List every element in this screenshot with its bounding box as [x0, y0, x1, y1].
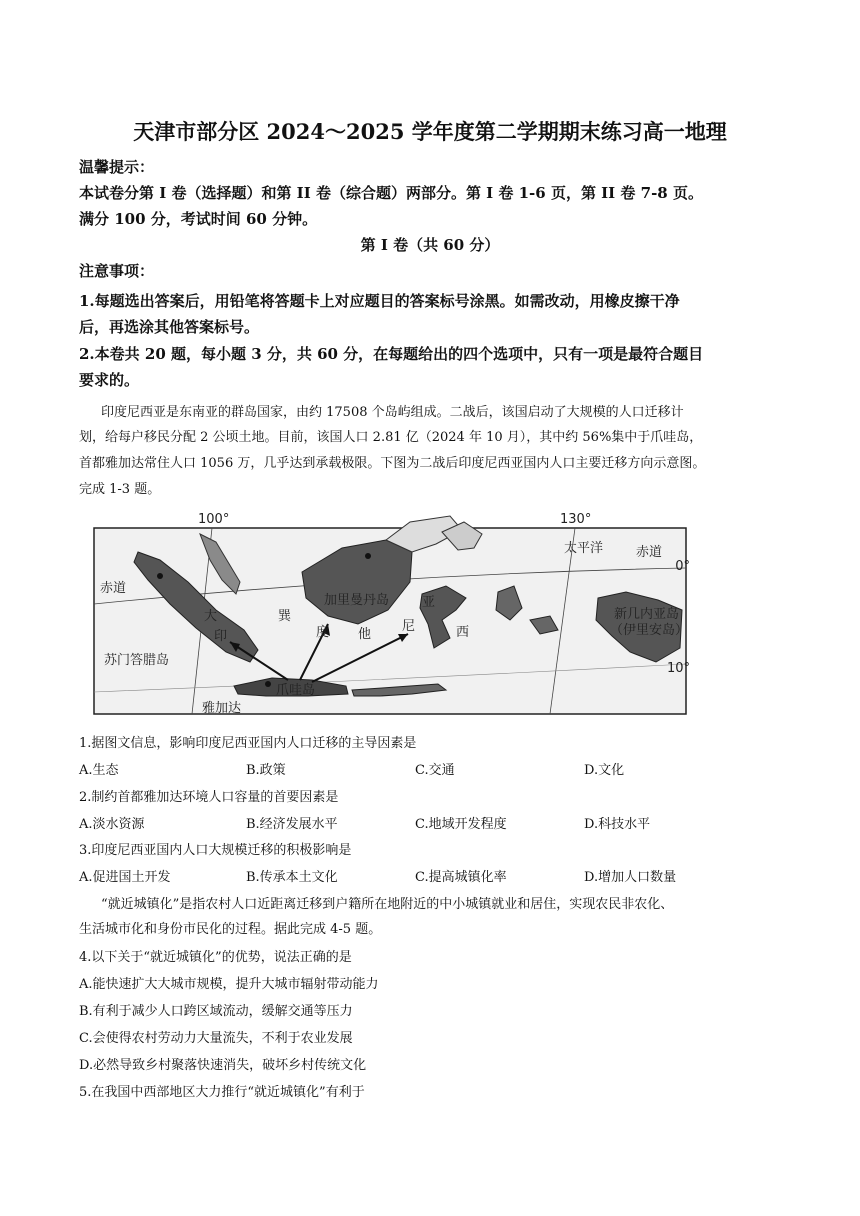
q2-options — [0, 813, 860, 833]
q4-option-d: D.必然导致乡村聚落快速消失，破坏乡村传统文化 — [79, 1058, 367, 1073]
country-char-6: 亚 — [422, 595, 436, 610]
country-char-1: 大 — [204, 609, 218, 624]
q3-option-b: B.传承本土文化 — [246, 870, 338, 885]
tip-line-1: 本试卷分第 I 卷（选择题）和第 II 卷（综合题）两部分。第 I 卷 1-6 页，第 II 卷 7-8 页。 — [79, 184, 703, 202]
papua-sub-label: （伊里安岛） — [610, 623, 689, 638]
equator-right-label: 赤道 — [636, 545, 663, 560]
q4-stem: 4.以下关于“就近城镇化”的优势，说法正确的是 — [79, 950, 352, 965]
q1-stem: 1.据图文信息，影响印度尼西亚国内人口迁移的主导因素是 — [79, 736, 417, 751]
q3-option-a: A.促进国土开发 — [79, 870, 171, 885]
q2-option-b: B.经济发展水平 — [246, 817, 338, 832]
equator-left-label: 赤道 — [100, 581, 127, 596]
country-char-4: 尼 — [402, 619, 416, 634]
q1-option-b: B.政策 — [246, 763, 286, 778]
country-char-3: 度 — [316, 625, 330, 640]
passage2-line2: 生活城市化和身份市民化的过程。据此完成 4-5 题。 — [79, 922, 382, 937]
tip-label: 温馨提示： — [79, 158, 155, 176]
passage1-line3: 首都雅加达常住人口 1056 万，几乎达到承载极限。下图为二战后印度尼西亚国内人口主要迁移方向示意图。 — [79, 456, 706, 471]
notes-label: 注意事项： — [79, 262, 155, 280]
page-title: 天津市部分区 2024～2025 学年度第二学期期末练习高一地理 — [133, 119, 727, 144]
sunda-char-1: 巽 — [278, 609, 292, 624]
q2-option-a: A.淡水资源 — [79, 817, 145, 832]
q4-option-c: C.会使得农村劳动力大量流失，不利于农业发展 — [79, 1031, 353, 1046]
note-1b: 后，再选涂其他答案标号。 — [79, 318, 260, 336]
q3-stem: 3.印度尼西亚国内人口大规模迁移的积极影响是 — [79, 843, 352, 858]
q1-option-a: A.生态 — [79, 763, 119, 778]
q2-option-c: C.地域开发程度 — [415, 817, 507, 832]
note-1a: 1.每题选出答案后，用铅笔将答题卡上对应题目的答案标号涂黑。如需改动，用橡皮擦干净 — [79, 292, 680, 310]
indonesia-migration-map — [90, 512, 690, 718]
q4-option-b: B.有利于减少人口跨区域流动，缓解交通等压力 — [79, 1004, 353, 1019]
q2-option-d: D.科技水平 — [584, 817, 651, 832]
passage1-line1: 印度尼西亚是东南亚的群岛国家，由约 17508 个岛屿组成。二战后，该国启动了大规模的人口迁移计 — [101, 405, 684, 420]
sumatra-label: 苏门答腊岛 — [104, 653, 170, 668]
lon-100-label: 100° — [198, 512, 230, 527]
q5-stem: 5.在我国中西部地区大力推行“就近城镇化”有利于 — [79, 1085, 365, 1100]
country-char-2: 印 — [214, 629, 228, 644]
lat-10-label: 10° — [666, 661, 690, 676]
tip-line-2: 满分 100 分，考试时间 60 分钟。 — [79, 210, 318, 228]
q1-options — [0, 759, 860, 779]
papua-label: 新几内亚岛 — [614, 607, 680, 622]
q1-option-d: D.文化 — [584, 763, 625, 778]
q3-option-d: D.增加人口数量 — [584, 870, 677, 885]
lat-0-label: 0° — [675, 559, 690, 574]
passage1-line4: 完成 1-3 题。 — [79, 482, 161, 497]
pacific-label: 太平洋 — [564, 541, 604, 556]
kalimantan-label: 加里曼丹岛 — [324, 593, 390, 608]
q1-option-c: C.交通 — [415, 763, 455, 778]
sunda-char-2: 他 — [358, 627, 372, 642]
q2-stem: 2.制约首都雅加达环境人口容量的首要因素是 — [79, 790, 339, 805]
q4-option-a: A.能快速扩大大城市规模，提升大城市辐射带动能力 — [79, 977, 379, 992]
passage2-line1: “就近城镇化”是指农村人口近距离迁移到户籍所在地附近的中小城镇就业和居住，实现农民非农化、 — [101, 897, 674, 912]
lon-130-label: 130° — [560, 512, 592, 527]
note-2b: 要求的。 — [79, 371, 140, 389]
jakarta-label: 雅加达 — [202, 701, 242, 716]
note-2a: 2.本卷共 20 题，每小题 3 分，共 60 分，在每题给出的四个选项中，只有一项是最符合题目 — [79, 345, 704, 363]
passage1-line2: 划，给每户移民分配 2 公顷土地。目前，该国人口 2.81 亿（2024 年 10 月），其中约 56%集中于爪哇岛， — [79, 430, 703, 445]
q3-option-c: C.提高城镇化率 — [415, 870, 507, 885]
country-char-5: 西 — [456, 625, 470, 640]
java-label: 爪哇岛 — [276, 683, 316, 698]
section-title: 第 I 卷（共 60 分） — [360, 236, 500, 254]
q3-options — [0, 866, 860, 886]
